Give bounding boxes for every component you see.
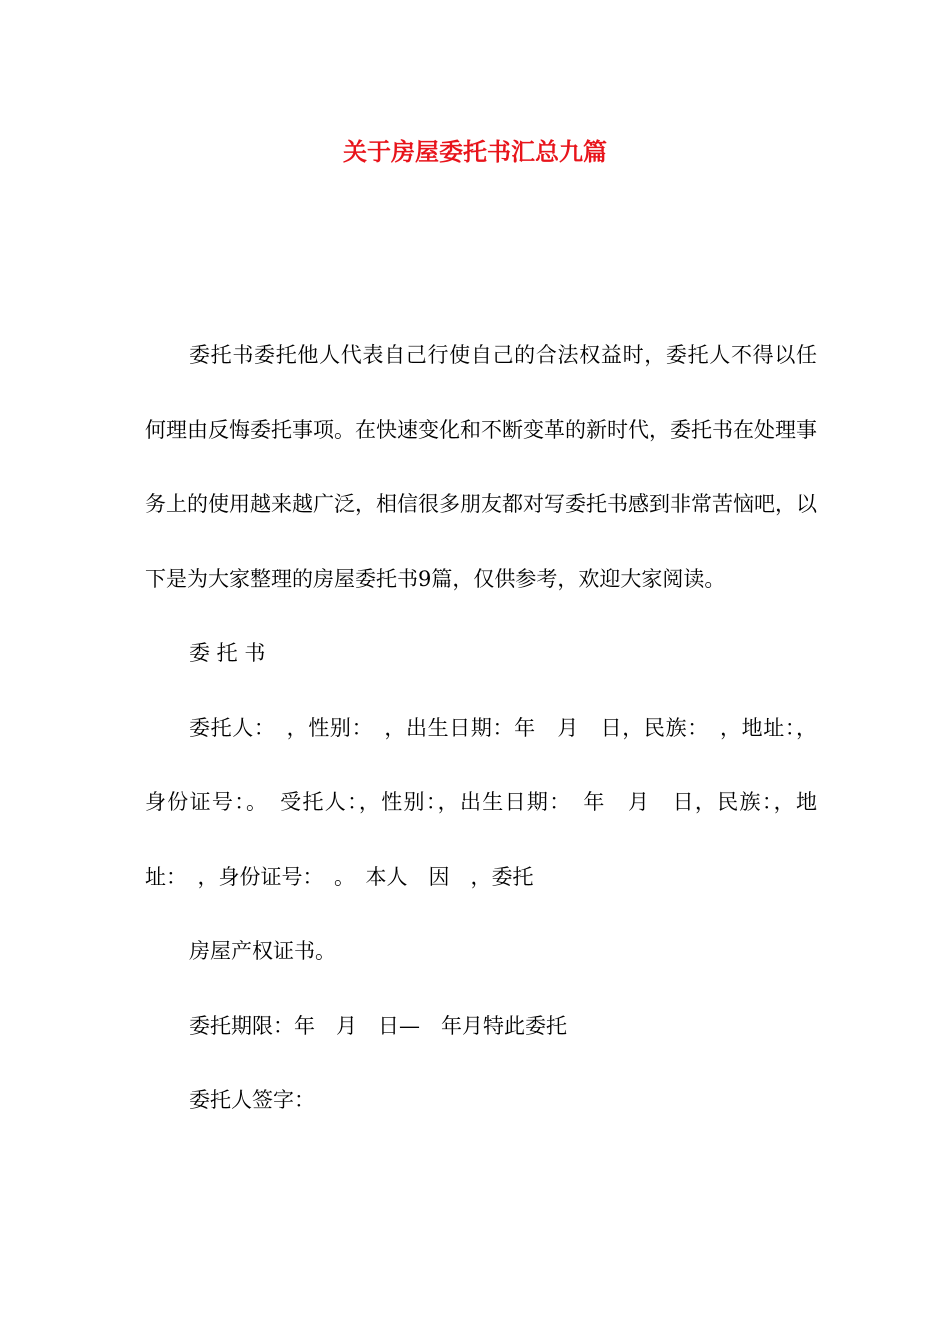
property-paragraph: 房屋产权证书。: [189, 939, 336, 963]
term-paragraph: 委托期限：年 月 日— 年月特此委托: [189, 1013, 567, 1038]
document-title: 关于房屋委托书汇总九篇: [343, 137, 607, 166]
signature-line: 委托人签字：: [189, 1088, 315, 1112]
intro-paragraph: 委托书委托他人代表自己行使自己的合法权益时，委托人不得以任何理由反悔委托事项。在快速变化和不断变革的新时代，委托书在处理事务上的使用越来越广泛，相信很多朋友都对写委托书感到非常苦恼吧，以下是为大家整理的房屋委托书9篇，仅供参考，欢迎大家阅读。: [145, 343, 817, 591]
section-heading: 委 托 书: [189, 641, 266, 665]
principal-info-paragraph: 委托人： ，性别： ，出生日期：年 月 日，民族： ，地址：，身份证号：。 受托人：，性别：，出生日期： 年 月 日，民族：，地址： ，身份证号： 。 本人 因 ，委托: [145, 715, 817, 889]
document-body: [145, 318, 817, 1138]
